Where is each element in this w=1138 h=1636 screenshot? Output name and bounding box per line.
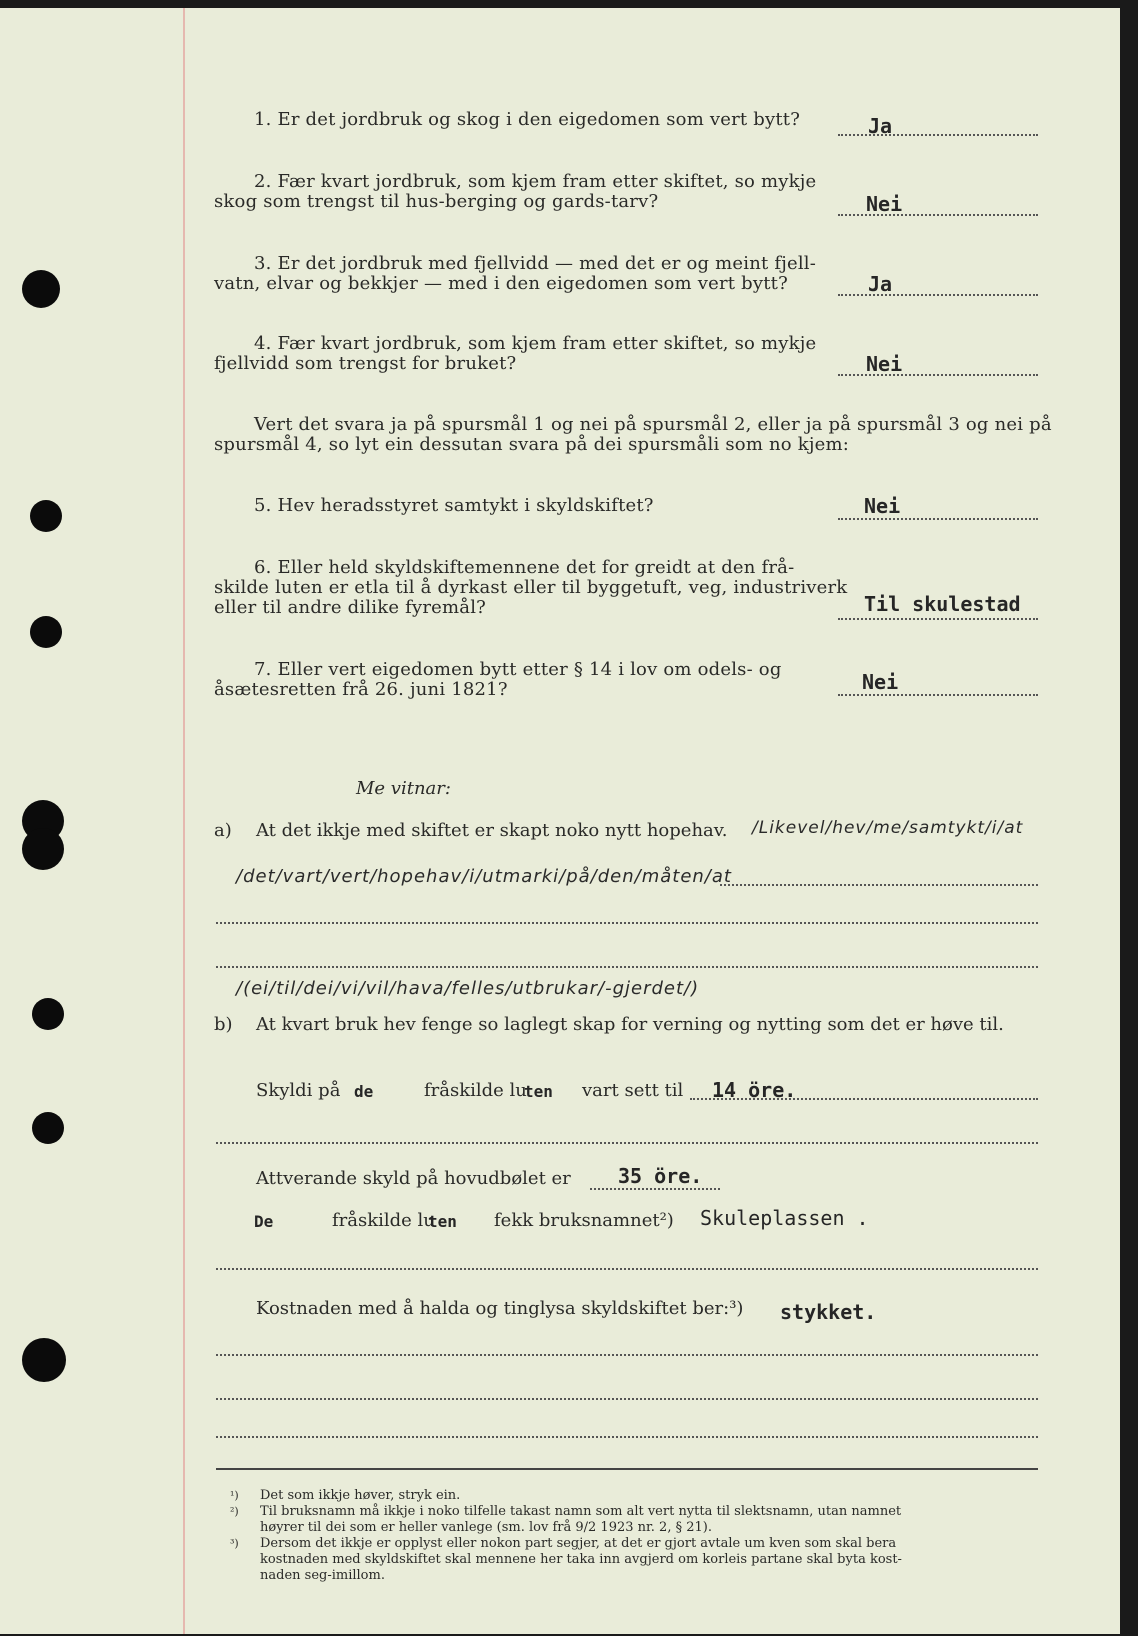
- question-3: [214, 254, 816, 294]
- blank-line: [216, 1268, 1038, 1270]
- struck-text: /Likevel/hev/me/samtykt/i/at: [752, 818, 1024, 838]
- fraskilde-fill: ten: [428, 1212, 457, 1231]
- instruction-text: Vert det svara ja på spursmål 1 og nei på spursmål 2, eller ja på spursmål 3 og nei på: [254, 414, 1052, 435]
- footnote: ³) Dersom det ikkje er opplyst eller nokon part segjer, at det er gjort avtale um kven som skal bera: [230, 1536, 897, 1551]
- blank-line: [216, 922, 1038, 924]
- fraskilde-label: fråskilde lu: [424, 1080, 527, 1101]
- question-text: 7. Eller vert eigedomen bytt etter § 14 i lov om odels- og: [254, 659, 782, 680]
- kostnad-label: Kostnaden med å halda og tinglysa skyldskiftet ber:³): [256, 1298, 744, 1319]
- blank-line: [216, 1354, 1038, 1356]
- question-2: [214, 172, 816, 212]
- question-5: [214, 496, 654, 516]
- fraskilde-fill: ten: [524, 1082, 553, 1101]
- item-a-text: At det ikkje med skiftet er skapt noko nytt hopehav.: [256, 820, 728, 841]
- item-b-text: At kvart bruk hev fenge so laglegt skap for verning og nytting som det er høve til.: [256, 1014, 1004, 1035]
- document-page: [0, 8, 1120, 1634]
- question-text: 4. Fær kvart jordbruk, som kjem fram etter skiftet, so mykje: [254, 333, 817, 354]
- blank-line: [216, 1142, 1038, 1144]
- answer-line: [838, 618, 1038, 620]
- punch-hole: [32, 998, 64, 1030]
- blank-line: [216, 966, 1038, 968]
- punch-hole: [30, 616, 62, 648]
- punch-hole: [22, 270, 60, 308]
- question-text: eller til andre dilike fyremål?: [214, 597, 487, 618]
- skyld-fill: de: [354, 1082, 374, 1101]
- question-text: fjellvidd som trengst for bruket?: [214, 353, 517, 374]
- skyld-value: 14 öre.: [712, 1078, 797, 1102]
- blank-line: [720, 884, 1038, 886]
- question-7: [214, 660, 782, 700]
- question-text: 5. Hev heradsstyret samtykt i skyldskiftet?: [254, 495, 654, 516]
- attverande-label: Attverande skyld på hovudbølet er: [256, 1168, 571, 1189]
- footnote: ²) Til bruksnamn må ikkje i noko tilfelle takast namn som alt vert nytta til slektsnamn, utan namnet: [230, 1504, 902, 1519]
- question-1: [214, 110, 800, 130]
- answer-6: Til skulestad: [864, 592, 1021, 616]
- struck-text: /(ei/til/dei/vi/vil/hava/felles/utbrukar/-gjerdet/): [236, 978, 700, 999]
- footnotes: [230, 1488, 902, 1584]
- vart-sett-label: vart sett til: [582, 1080, 684, 1101]
- footnote-rule: [216, 1468, 1038, 1470]
- punch-hole: [22, 1338, 66, 1382]
- de-fill: De: [254, 1212, 274, 1231]
- struck-text: /det/vart/vert/hopehav/i/utmarki/på/den/måten/at: [236, 866, 732, 887]
- bruksnamn-value: Skuleplassen .: [700, 1206, 869, 1230]
- answer-line: [838, 518, 1038, 520]
- answer-1: Ja: [868, 114, 893, 138]
- question-text: åsætesretten frå 26. juni 1821?: [214, 679, 508, 700]
- instruction-text: spursmål 4, so lyt ein dessutan svara på dei spursmåli som no kjem:: [214, 434, 850, 455]
- footnote: ¹) Det som ikkje høver, stryk ein.: [230, 1488, 461, 1503]
- witness-heading: Me vitnar:: [356, 778, 451, 799]
- answer-line: [690, 1098, 1038, 1100]
- question-4: [214, 334, 816, 374]
- question-text: 3. Er det jordbruk med fjellvidd — med det er og meint fjell-: [254, 253, 817, 274]
- punch-hole: [22, 828, 64, 870]
- answer-3: Ja: [868, 272, 893, 296]
- answer-line: [838, 694, 1038, 696]
- punch-hole: [32, 1112, 64, 1144]
- question-text: 2. Fær kvart jordbruk, som kjem fram etter skiftet, so mykje: [254, 171, 817, 192]
- answer-7: Nei: [862, 670, 899, 694]
- fraskilde-label: fråskilde lu: [332, 1210, 435, 1231]
- bruksnamn-label: fekk bruksnamnet²): [494, 1210, 674, 1231]
- footnote: naden seg-imillom.: [260, 1568, 385, 1583]
- skyld-label: Skyldi på: [256, 1080, 341, 1101]
- answer-2: Nei: [866, 192, 903, 216]
- answer-4: Nei: [866, 352, 903, 376]
- punch-hole: [30, 500, 62, 532]
- instruction: [214, 415, 1052, 455]
- question-text: vatn, elvar og bekkjer — med i den eigedomen som vert bytt?: [214, 273, 788, 294]
- attverande-value: 35 öre.: [618, 1164, 703, 1188]
- question-6: [214, 558, 847, 618]
- answer-line: [590, 1188, 720, 1190]
- question-text: skog som trengst til hus-berging og gards-tarv?: [214, 191, 659, 212]
- item-b-label: b): [214, 1014, 233, 1035]
- blank-line: [216, 1436, 1038, 1438]
- item-a-label: a): [214, 820, 232, 841]
- footnote: høyrer til dei som er heller vanlege (sm. lov frå 9/2 1923 nr. 2, § 21).: [260, 1520, 712, 1535]
- answer-5: Nei: [864, 494, 901, 518]
- footnote: kostnaden med skyldskiftet skal mennene her taka inn avgjerd om korleis partane skal byta kost-: [260, 1552, 902, 1567]
- question-text: 6. Eller held skyldskiftemennene det for greidt at den frå-: [254, 557, 795, 578]
- blank-line: [216, 1398, 1038, 1400]
- question-text: skilde luten er etla til å dyrkast eller til byggetuft, veg, industriverk: [214, 577, 848, 598]
- question-text: 1. Er det jordbruk og skog i den eigedomen som vert bytt?: [254, 109, 801, 130]
- kostnad-value: stykket.: [780, 1300, 877, 1324]
- margin-line: [183, 8, 185, 1634]
